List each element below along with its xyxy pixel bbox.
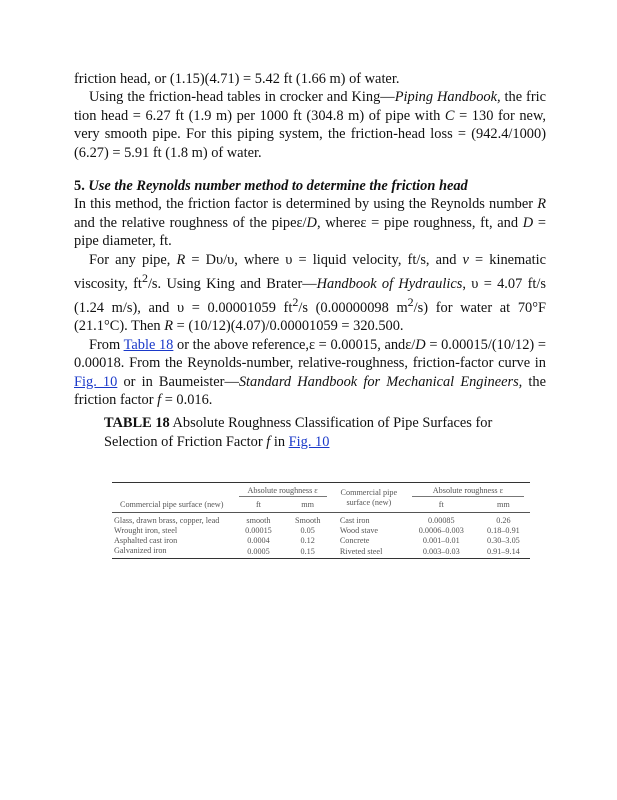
fig-10-link[interactable]: Fig. 10 (74, 373, 118, 390)
var-r: R (176, 251, 186, 268)
table-caption (104, 414, 546, 452)
text: , whereε = pipe roughness, ft, and (316, 214, 523, 231)
text: In this method, the friction factor is determined by using the Reynolds number (74, 196, 538, 213)
text: = Dυ/υ, where υ = liquid velocity, ft/s, and (185, 251, 463, 268)
column-header: ft (233, 497, 283, 513)
var-r: R (537, 196, 546, 213)
column-header: ft (406, 497, 477, 513)
table-cell: Wrought iron, steel (114, 526, 178, 535)
text: /s. Using King and Brater— (147, 275, 317, 292)
column-group-header: Absolute roughness ε (406, 483, 530, 498)
table-row (112, 536, 530, 546)
text: = 0.016. (161, 392, 213, 409)
text: Using the friction-head tables in crocker and King— (89, 89, 395, 106)
table-cell: 0.05 (300, 526, 315, 535)
caption-text: in (270, 434, 289, 450)
paragraph-3 (74, 195, 546, 250)
caption-text: Absolute Roughness Classification of Pipe Surfaces for Selection of Friction Factor (104, 415, 493, 450)
book-title: Piping Handbook, (394, 89, 501, 106)
column-header: Commercial pipe surface (new) (112, 483, 233, 513)
superscript: 2 (292, 295, 299, 310)
column-header: mm (284, 497, 332, 513)
table-cell: 0.0006–0.003 (418, 526, 464, 535)
table-cell: 0.18–0.91 (487, 526, 520, 535)
book-title: Standard Handbook for Mechanical Engineers, (238, 373, 523, 390)
table-cell: smooth (246, 516, 271, 525)
table-label: TABLE 18 (104, 415, 170, 431)
text: = (10/12)(4.07)/0.00001059 = 320.500. (173, 318, 404, 335)
table-cell: 0.12 (300, 536, 315, 545)
text: the friction factor (74, 373, 546, 409)
table-cell: 0.001–0.01 (422, 536, 460, 545)
table-cell: Riveted steel (339, 547, 383, 556)
text: = 0.00015/(10/12) = 0.00018. From the Reynolds-number, relative-roughness, friction-factor curve in (74, 336, 546, 372)
text: = 130 for new, very smooth pipe. For this piping system, the friction-head loss = (942.4/1000)(6.27) = 5.91 ft (1.8 m) of water. (74, 107, 547, 161)
table-row (112, 513, 530, 527)
var-d: D (415, 336, 426, 353)
column-header: mm (477, 497, 530, 513)
table-cell: 0.26 (496, 516, 511, 525)
table-18-link[interactable]: Table 18 (123, 336, 174, 353)
table-cell: 0.30–3.05 (487, 536, 520, 545)
var-v: v (462, 251, 469, 268)
table-cell: Glass, drawn brass, copper, lead (114, 516, 220, 525)
book-title: Handbook of Hydraulics (316, 275, 463, 292)
step-5-heading (74, 177, 546, 195)
var-f: f (266, 434, 271, 450)
roughness-table (112, 482, 530, 559)
table-cell: 0.003–0.03 (422, 547, 460, 556)
table-cell: 0.0004 (247, 536, 270, 545)
text: /s (0.00000098 m (298, 300, 408, 317)
text: = pipe diameter, ft. (74, 214, 546, 250)
table-row (112, 526, 530, 536)
superscript: 2 (141, 271, 148, 286)
table-cell: 0.15 (300, 547, 315, 556)
table-cell: 0.0005 (247, 547, 270, 556)
text: , υ = 4.07 ft/s (1.24 m/s), and υ = 0.00001059 ft (74, 275, 546, 317)
paragraph-1: friction head, or (1.15)(4.71) = 5.42 ft (1.66 m) of water. (74, 71, 400, 87)
table-cell: Concrete (339, 536, 370, 545)
superscript: 2 (407, 295, 414, 310)
column-header: Commercial pipe surface (new) (332, 483, 406, 513)
paragraph-4 (74, 251, 546, 336)
table-cell: 0.91–9.14 (487, 547, 520, 556)
table-cell: Smooth (294, 516, 321, 525)
table-cell: Galvanized iron (114, 546, 167, 555)
text: or the above reference,ε = 0.00015, andε/ (173, 336, 416, 353)
table-cell: Asphalted cast iron (114, 536, 178, 545)
document-body (74, 70, 546, 410)
table-cell: 0.00085 (427, 516, 455, 525)
text: or in Baumeister— (117, 373, 239, 390)
column-group-header: Absolute roughness ε (233, 483, 331, 498)
step-number: 5. (74, 178, 89, 195)
table-cell: Wood stave (339, 526, 379, 535)
table-cell: Cast iron (339, 516, 370, 525)
var-c: C (444, 107, 455, 124)
text: the fric tion head = 6.27 ft (1.9 m) per 1000 ft (304.8 m) of pipe with (74, 89, 547, 124)
text: /s) for water at 70°F (21.1°C). Then (74, 300, 546, 335)
var-d: D (306, 214, 317, 231)
var-f: f (157, 392, 162, 409)
paragraph-5 (74, 336, 546, 410)
text: From (89, 336, 124, 353)
paragraph-2 (74, 88, 546, 162)
table-row (112, 546, 530, 559)
var-r: R (164, 318, 174, 335)
table-cell: 0.00015 (245, 526, 272, 535)
var-d: D (522, 214, 534, 231)
text: and the relative roughness of the pipeε/ (74, 214, 307, 231)
text: = kinematic viscosity, ft (74, 251, 546, 292)
step-title: Use the Reynolds number method to determine the friction head (88, 178, 468, 195)
text: For any pipe, (89, 251, 177, 268)
fig-10-link[interactable]: Fig. 10 (288, 434, 330, 450)
